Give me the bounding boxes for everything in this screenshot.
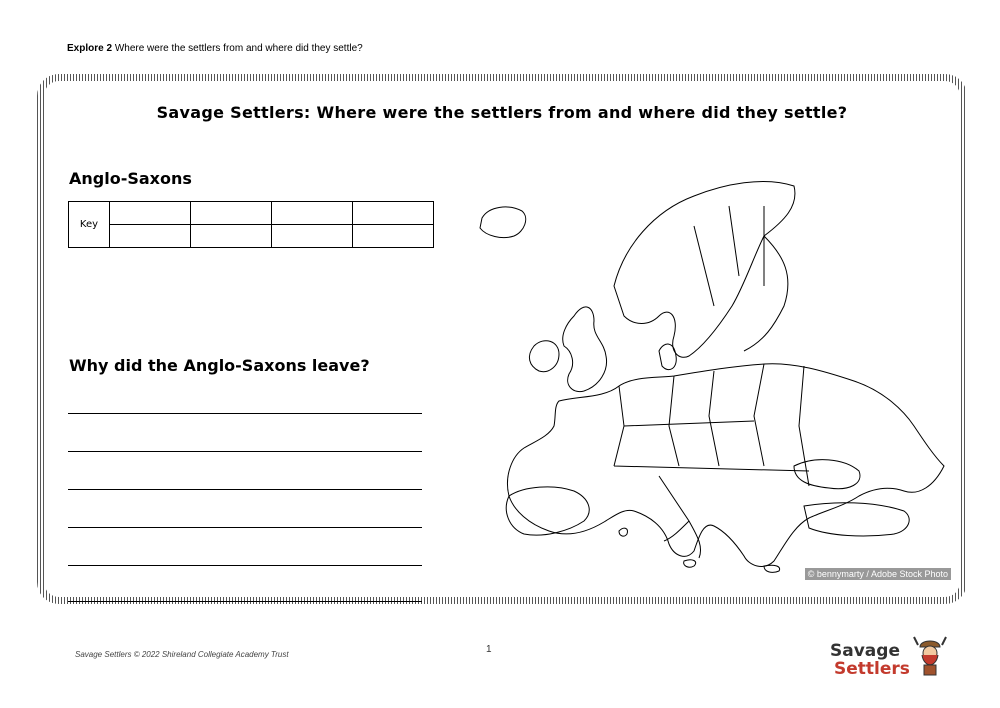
logo-line1: Savage <box>830 641 900 661</box>
header-label: Explore 2 <box>67 43 113 54</box>
answer-line[interactable] <box>68 413 422 414</box>
europe-map <box>464 166 959 586</box>
savage-settlers-logo <box>830 633 950 679</box>
answer-line[interactable] <box>68 565 422 566</box>
key-cell[interactable] <box>272 225 353 248</box>
key-cell[interactable] <box>353 225 434 248</box>
map-credit: © bennymarty / Adobe Stock Photo <box>805 568 951 580</box>
header-text: Where were the settlers from and where did they settle? <box>114 43 363 54</box>
question-title: Why did the Anglo-Saxons leave? <box>69 356 370 375</box>
key-cell[interactable] <box>191 202 272 225</box>
worksheet-title: Savage Settlers: Where were the settlers from and where did they settle? <box>156 103 848 122</box>
viking-icon <box>912 633 948 677</box>
key-cell[interactable] <box>110 225 191 248</box>
answer-line[interactable] <box>68 451 422 452</box>
answer-line[interactable] <box>68 601 422 602</box>
europe-outline-map <box>464 166 959 586</box>
worksheet-frame <box>37 74 967 604</box>
key-cell[interactable] <box>110 202 191 225</box>
answer-line[interactable] <box>68 489 422 490</box>
answer-line[interactable] <box>68 527 422 528</box>
logo-line2: Settlers <box>834 659 910 679</box>
key-cell[interactable] <box>272 202 353 225</box>
page-header <box>67 43 363 54</box>
key-table <box>68 201 434 248</box>
page-number: 1 <box>486 644 492 655</box>
section-title: Anglo-Saxons <box>69 169 192 188</box>
key-cell[interactable] <box>191 225 272 248</box>
key-cell[interactable] <box>353 202 434 225</box>
key-label: Key <box>69 202 110 248</box>
footer-copyright: Savage Settlers © 2022 Shireland Collegiate Academy Trust <box>75 650 289 659</box>
